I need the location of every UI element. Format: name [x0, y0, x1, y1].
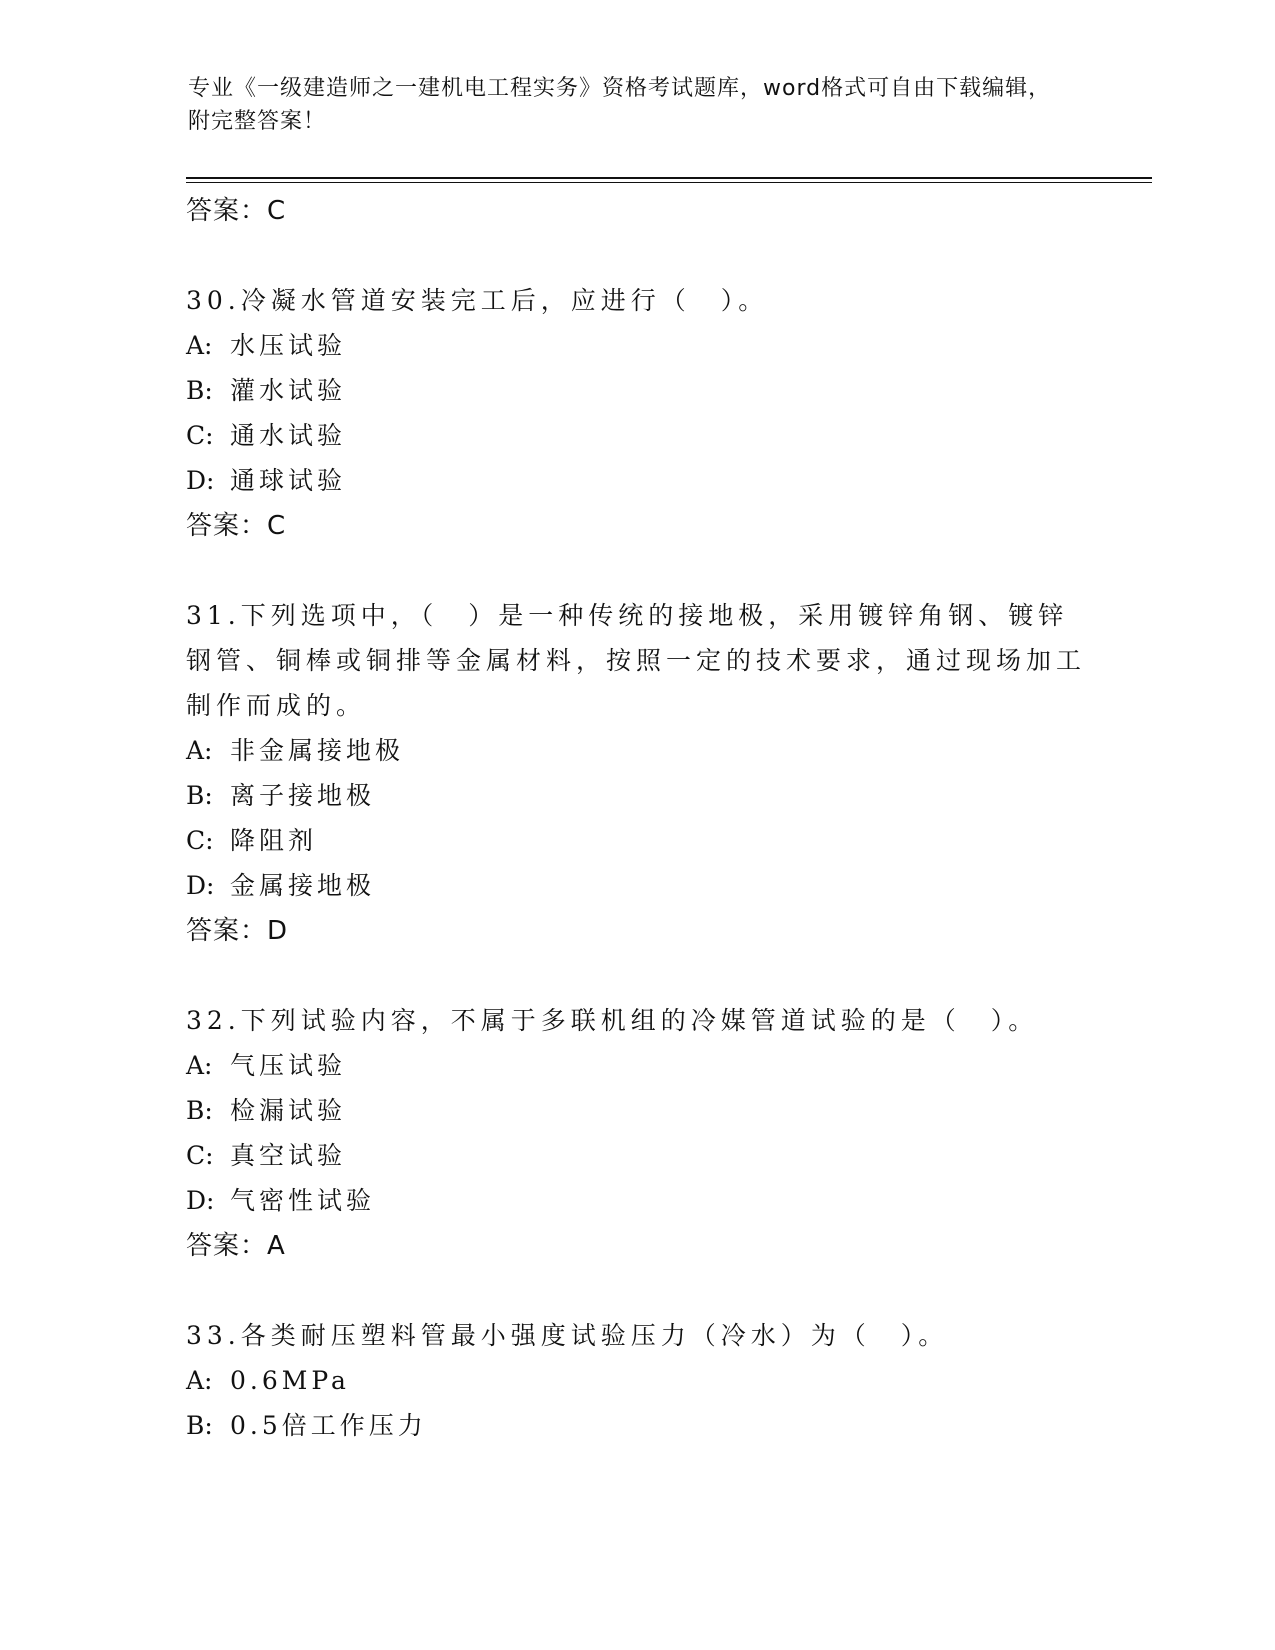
header-rule-thin — [186, 182, 1152, 183]
option-d — [186, 863, 1086, 908]
question-stem: 32.下列试验内容，不属于多联机组的冷媒管道试验的是（ ）。 — [186, 1006, 1039, 1035]
option-text: 降阻剂 — [230, 826, 318, 855]
option-text: 真空试验 — [230, 1141, 347, 1170]
option-text: 气压试验 — [230, 1051, 347, 1080]
answer-line: 答案：D — [186, 916, 289, 946]
question-stem: 33.各类耐压塑料管最小强度试验压力（冷水）为（ ）。 — [186, 1321, 949, 1350]
option-key: B: — [186, 1096, 213, 1125]
option-text: 金属接地极 — [230, 871, 376, 900]
option-text: 通水试验 — [230, 421, 347, 450]
option-key: C: — [186, 826, 214, 855]
option-text: 离子接地极 — [230, 781, 376, 810]
option-key: D: — [186, 1186, 215, 1215]
option-d — [186, 1178, 1086, 1223]
option-key: C: — [186, 421, 214, 450]
option-text: 通球试验 — [230, 466, 347, 495]
option-text: 检漏试验 — [230, 1096, 347, 1125]
question-stem: 31.下列选项中，（ ）是一种传统的接地极，采用镀锌角钢、镀锌钢管、铜棒或铜排等金属材料，按照一定的技术要求，通过现场加工制作而成的。 — [186, 601, 1087, 720]
option-b — [186, 368, 1086, 413]
question-33 — [186, 1313, 1086, 1448]
option-c — [186, 1133, 1086, 1178]
option-a — [186, 1043, 1086, 1088]
question-30 — [186, 278, 1086, 549]
document-intro: 专业《一级建造师之一建机电工程实务》资格考试题库，word格式可自由下载编辑，附完整答案！ — [188, 76, 1052, 134]
option-text: 0.5倍工作压力 — [230, 1411, 427, 1440]
header-rule-thick — [186, 177, 1152, 179]
option-text: 气密性试验 — [230, 1186, 376, 1215]
option-a — [186, 323, 1086, 368]
option-b — [186, 1088, 1086, 1133]
answer-line: 答案：A — [186, 1231, 286, 1261]
option-key: A: — [186, 736, 213, 765]
option-key: C: — [186, 1141, 214, 1170]
option-key: A: — [186, 331, 213, 360]
option-text: 非金属接地极 — [230, 736, 405, 765]
option-b — [186, 1403, 1086, 1448]
option-b — [186, 773, 1086, 818]
option-a — [186, 1358, 1086, 1403]
answer-line: 答案：C — [186, 196, 287, 226]
option-c — [186, 818, 1086, 863]
option-key: B: — [186, 376, 213, 405]
question-32 — [186, 998, 1086, 1269]
question-list — [186, 188, 1086, 1448]
question-31 — [186, 593, 1086, 954]
option-key: A: — [186, 1366, 213, 1395]
option-key: D: — [186, 466, 215, 495]
option-key: D: — [186, 871, 215, 900]
option-c — [186, 413, 1086, 458]
option-text: 0.6MPa — [230, 1366, 350, 1395]
option-text: 水压试验 — [230, 331, 347, 360]
option-a — [186, 728, 1086, 773]
option-key: B: — [186, 781, 213, 810]
option-d — [186, 458, 1086, 503]
option-key: A: — [186, 1051, 213, 1080]
option-key: B: — [186, 1411, 213, 1440]
answer-line: 答案：C — [186, 511, 287, 541]
option-text: 灌水试验 — [230, 376, 347, 405]
question-stem: 30.冷凝水管道安装完工后，应进行（ ）。 — [186, 286, 769, 315]
